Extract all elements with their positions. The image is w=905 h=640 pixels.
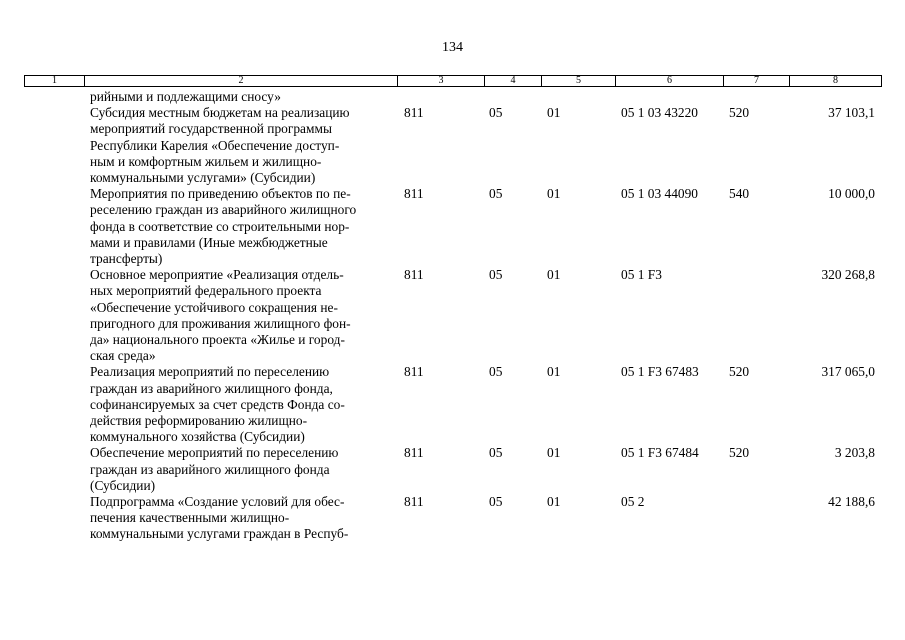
row-name-line: да» национального проекта «Жилье и город- [90,332,345,348]
subsection-code: 01 [547,364,561,380]
table-row [0,445,905,494]
row-name [90,494,395,543]
section-code: 05 [489,267,503,283]
column-header-table [24,75,882,87]
target-article-code: 05 1 F3 [621,267,662,283]
amount-value: 3 203,8 [834,445,875,461]
column-header-7: 7 [724,76,790,87]
row-name-line: Мероприятия по приведению объектов по пе- [90,186,351,202]
table-row [0,364,905,445]
page-number: 134 [442,40,463,55]
row-name-line: коммунального хозяйства (Субсидии) [90,429,305,445]
amount-value: 37 103,1 [828,105,875,121]
subsection-code: 01 [547,186,561,202]
row-name-line: рийными и подлежащими сносу» [90,89,281,104]
row-name-line: ская среда» [90,348,156,364]
amount-value: 320 268,8 [821,267,875,283]
subsection-code: 01 [547,105,561,121]
column-header-3: 3 [398,76,485,87]
column-header-5: 5 [542,76,616,87]
row-name-line: реселению граждан из аварийного жилищного [90,202,357,218]
admin-code: 811 [404,105,424,121]
row-name-line: Обеспечение мероприятий по переселению [90,445,339,461]
row-name-line: Субсидия местным бюджетам на реализацию [90,105,350,121]
row-name-line: мами и правилами (Иные межбюджетные [90,234,328,250]
row-name-line: ных мероприятий федерального проекта [90,283,322,299]
row-name-line: Подпрограмма «Создание условий для обес- [90,494,345,510]
expense-type-code: 540 [729,186,750,202]
section-code: 05 [489,494,503,510]
row-name-line: коммунальными услугами» (Субсидии) [90,170,316,186]
amount-value: 42 188,6 [828,494,875,510]
column-header-8: 8 [790,76,882,87]
row-name-line: граждан из аварийного жилищного фонда, [90,380,333,396]
target-article-code: 05 2 [621,494,645,510]
row-name-line: печения качественными жилищно- [90,510,290,526]
row-name-line: трансферты) [90,251,163,267]
row-name [90,105,395,186]
table-row [0,186,905,267]
target-article-code: 05 1 03 44090 [621,186,698,202]
expense-type-code: 520 [729,445,750,461]
row-name-line: граждан из аварийного жилищного фонда [90,461,330,477]
subsection-code: 01 [547,267,561,283]
admin-code: 811 [404,267,424,283]
section-code: 05 [489,186,503,202]
row-name-line: мероприятий государственной программы [90,121,332,137]
row-name-line: Республики Карелия «Обеспечение доступ- [90,137,340,153]
subsection-code: 01 [547,445,561,461]
row-name-line: коммунальными услугами граждан в Респуб- [90,526,349,542]
target-article-code: 05 1 03 43220 [621,105,698,121]
row-name-line: Основное мероприятие «Реализация отдель- [90,267,344,283]
target-article-code: 05 1 F3 67484 [621,445,699,461]
row-name-line: ным и комфортным жильем и жилищно- [90,153,322,169]
row-name-line: софинансируемых за счет средств Фонда со- [90,396,345,412]
table-row [0,105,905,186]
column-header-4: 4 [485,76,542,87]
target-article-code: 05 1 F3 67483 [621,364,699,380]
row-name-line: (Субсидии) [90,477,156,493]
expense-type-code: 520 [729,105,750,121]
row-name-line: действия реформированию жилищно- [90,413,308,429]
admin-code: 811 [404,445,424,461]
admin-code: 811 [404,494,424,510]
budget-rows [0,89,905,543]
amount-value: 10 000,0 [828,186,875,202]
expense-type-code: 520 [729,364,750,380]
row-name [90,186,395,267]
admin-code: 811 [404,186,424,202]
amount-value: 317 065,0 [821,364,875,380]
section-code: 05 [489,105,503,121]
subsection-code: 01 [547,494,561,510]
section-code: 05 [489,364,503,380]
table-row [0,267,905,364]
column-header-1: 1 [25,76,85,87]
row-name-line: Реализация мероприятий по переселению [90,364,330,380]
row-name [90,267,395,364]
column-header-2: 2 [85,76,398,87]
table-row [0,89,905,105]
row-name-line: пригодного для проживания жилищного фон- [90,315,351,331]
row-name [90,445,395,494]
column-header-6: 6 [616,76,724,87]
row-name-line: «Обеспечение устойчивого сокращения не- [90,299,338,315]
table-row [0,494,905,543]
row-name-line: фонда в соответствие со строительными нор- [90,218,350,234]
row-name [90,364,395,445]
row-name [90,89,395,105]
section-code: 05 [489,445,503,461]
admin-code: 811 [404,364,424,380]
